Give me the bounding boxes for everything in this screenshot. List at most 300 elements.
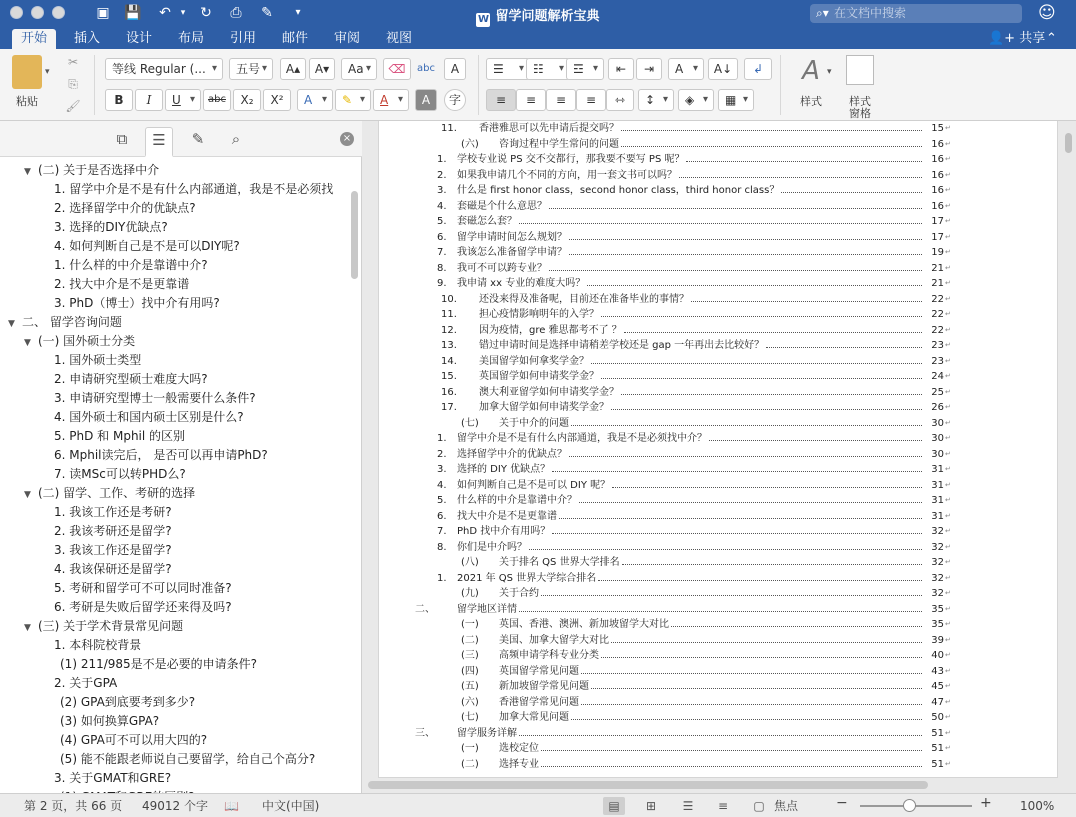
status-bar xyxy=(0,793,1076,817)
borders-icon[interactable]: ▦ ▾ xyxy=(718,89,754,111)
nav-item[interactable] xyxy=(0,769,350,788)
paragraph-mark-icon: ↵ xyxy=(945,449,951,458)
comments-pane-icon[interactable]: ✎ xyxy=(191,130,205,148)
nav-item[interactable] xyxy=(0,351,350,370)
nav-item-label: 2. 我该考研还是留学? xyxy=(54,524,172,538)
redo-icon[interactable]: ↻ xyxy=(200,5,212,21)
toc-page-number: 30 xyxy=(931,417,944,429)
toc-entry[interactable] xyxy=(379,245,959,261)
toc-leader xyxy=(569,245,922,255)
toc-title: 套磁是个什么意思？ xyxy=(457,200,547,212)
ribbon-home xyxy=(0,49,1076,121)
increase-indent-icon[interactable]: ⇥ xyxy=(636,58,662,80)
toc-page-number: 31 xyxy=(931,479,944,491)
paragraph-mark-icon: ↵ xyxy=(945,186,951,194)
nav-item-label: 1. 国外硕士类型 xyxy=(54,353,142,367)
toc-number: 7. xyxy=(437,247,447,258)
toc-page-number: 16 xyxy=(931,200,944,212)
proofing-icon[interactable]: 📖 xyxy=(224,799,239,813)
paragraph-mark-icon: ↵ xyxy=(945,418,951,427)
nav-item[interactable] xyxy=(0,598,350,617)
toc-number: (六) xyxy=(461,696,479,708)
toc-title: 加拿大常见问题 xyxy=(499,712,569,723)
toc-title: 英国、香港、澳洲、新加坡留学大对比 xyxy=(499,619,669,630)
paste-clipboard-icon[interactable] xyxy=(12,55,42,89)
justify-icon[interactable]: ≡ xyxy=(576,89,606,111)
paragraph-mark-icon: ↵ xyxy=(945,620,951,628)
toc-entry[interactable] xyxy=(379,137,959,153)
toc-leader xyxy=(552,462,922,472)
paragraph-mark-icon: ↵ xyxy=(945,635,951,644)
nav-item[interactable] xyxy=(0,522,350,541)
toc-entry[interactable] xyxy=(379,385,959,401)
toc-page-number: 21 xyxy=(931,278,944,289)
toc-number: (一) xyxy=(461,743,479,754)
page-count[interactable]: 第 2 页，共 66 页 xyxy=(24,799,123,813)
nav-item[interactable] xyxy=(0,256,350,275)
font-name-select[interactable]: 等线 Regular (... ▾ xyxy=(105,58,223,80)
paragraph-mark-icon: ↵ xyxy=(945,682,951,690)
tab-view[interactable]: 视图 xyxy=(385,31,412,46)
toc-entry[interactable] xyxy=(379,416,959,432)
toc-entry[interactable] xyxy=(379,168,959,184)
toc-title: 关于合约 xyxy=(499,588,539,599)
toc-page-number: 39 xyxy=(931,634,944,646)
paragraph-mark-icon: ↵ xyxy=(945,124,951,132)
thumbnails-icon[interactable]: ⧉ xyxy=(116,130,128,148)
nav-item[interactable] xyxy=(0,370,350,389)
grow-font-button[interactable]: A▴ xyxy=(280,58,306,80)
paragraph-mark-icon: ↵ xyxy=(945,713,951,721)
toc-page-number: 30 xyxy=(931,448,944,460)
bullets-icon[interactable]: ☰ ▾ xyxy=(486,58,530,80)
toc-leader xyxy=(587,276,922,286)
nav-item[interactable] xyxy=(0,541,350,560)
character-shading-icon[interactable]: A xyxy=(415,89,437,111)
toc-title: 选择专业 xyxy=(499,758,539,770)
toc-title: 加拿大留学如何申请奖学金？ xyxy=(479,402,609,413)
paragraph-mark-icon: ↵ xyxy=(945,155,951,163)
nav-item[interactable] xyxy=(0,560,350,579)
toc-leader xyxy=(579,493,922,503)
nav-item[interactable] xyxy=(0,446,350,465)
nav-item[interactable] xyxy=(0,161,350,180)
toc-number: 2. xyxy=(437,448,447,460)
change-case-button[interactable]: Aa ▾ xyxy=(341,58,377,80)
toc-leader xyxy=(679,168,922,178)
paragraph-mark-icon: ↵ xyxy=(945,341,951,349)
toc-number: 17. xyxy=(441,402,457,413)
nav-item[interactable] xyxy=(0,408,350,427)
character-border-icon[interactable]: A xyxy=(444,58,466,80)
enclose-characters-icon[interactable]: 字 xyxy=(444,89,466,111)
nav-item[interactable] xyxy=(0,731,350,750)
tab-references[interactable]: 引用 xyxy=(229,31,256,46)
toc-title: 什么样的中介是靠谱中介？ xyxy=(457,495,577,506)
toc-entry[interactable] xyxy=(379,354,959,370)
toc-page-number: 32 xyxy=(931,541,944,553)
show-marks-icon[interactable]: ↲ xyxy=(744,58,772,80)
toc-entry[interactable] xyxy=(379,214,959,230)
paragraph-mark-icon: ↵ xyxy=(945,480,951,489)
toc-entry[interactable] xyxy=(379,664,959,680)
document-vertical-scrollbar[interactable] xyxy=(1065,133,1072,153)
line-spacing-icon[interactable]: ↕ ▾ xyxy=(638,89,674,111)
nav-item[interactable] xyxy=(0,294,350,313)
nav-item-label: 4. 如何判断自己是不是可以DIY呢? xyxy=(54,239,240,253)
toc-entry[interactable] xyxy=(379,152,959,168)
nav-item-label: 5. PhD 和 Mphil 的区别 xyxy=(54,429,186,443)
toc-title: 关于中介的问题 xyxy=(499,417,569,429)
disclosure-triangle-icon[interactable]: ▼ xyxy=(24,167,31,177)
draft-view-icon[interactable]: ≡ xyxy=(717,799,729,813)
toc-leader xyxy=(611,400,922,410)
styles-dropdown-icon[interactable]: ▾ xyxy=(827,67,832,77)
toc-number: 1. xyxy=(437,433,447,444)
toc-entry[interactable] xyxy=(379,571,959,587)
tab-mailings[interactable]: 邮件 xyxy=(281,31,308,46)
toc-number: (六) xyxy=(461,138,479,150)
toc-entry[interactable] xyxy=(379,524,959,540)
toc-number: 1. xyxy=(437,572,447,584)
toc-leader xyxy=(581,664,922,674)
toc-page-number: 32 xyxy=(931,526,944,537)
toc-entry[interactable] xyxy=(379,292,959,308)
tab-design[interactable]: 设计 xyxy=(125,31,152,46)
toc-leader xyxy=(624,323,922,333)
nav-item[interactable] xyxy=(0,693,350,712)
toc-title: 澳大利亚留学如何申请奖学金？ xyxy=(479,386,619,398)
document-title: W 留学问题解析宝典 xyxy=(477,9,600,25)
toc-number: 11. xyxy=(441,309,457,320)
nav-item-label: 3. PhD（博士）找中介有用吗? xyxy=(54,296,220,310)
nav-item[interactable] xyxy=(0,427,350,446)
zoom-slider-handle[interactable] xyxy=(903,799,916,812)
toc-entry[interactable] xyxy=(379,726,959,742)
nav-item-label: 1. 留学中介是不是有什么内部通道，我是不是必须找 xyxy=(54,182,334,196)
styles-gallery-icon[interactable]: A xyxy=(802,56,820,86)
paragraph-mark-icon: ↵ xyxy=(945,511,951,520)
paragraph-mark-icon: ↵ xyxy=(945,310,951,318)
nav-item[interactable] xyxy=(0,503,350,522)
toc-entry[interactable] xyxy=(379,307,959,323)
toc-entry[interactable] xyxy=(379,121,959,137)
bold-button[interactable]: B xyxy=(105,89,133,111)
paragraph-mark-icon: ↵ xyxy=(945,573,951,582)
toc-entry[interactable] xyxy=(379,323,959,339)
toc-number: 二、 xyxy=(415,603,435,615)
toc-leader xyxy=(621,137,922,147)
toc-entry[interactable] xyxy=(379,400,959,416)
toc-title: PhD 找中介有用吗？ xyxy=(457,526,551,537)
paragraph-mark-icon: ↵ xyxy=(945,728,951,737)
tab-insert[interactable]: 插入 xyxy=(73,31,100,46)
highlight-color-icon[interactable]: ✎ ▾ xyxy=(335,89,371,111)
add-person-icon: 👤+ xyxy=(988,31,1016,46)
navigation-pane xyxy=(0,121,362,793)
align-left-icon[interactable]: ≡ xyxy=(486,89,516,111)
toc-entry[interactable] xyxy=(379,602,959,618)
paragraph-mark-icon: ↵ xyxy=(945,217,951,225)
disclosure-triangle-icon[interactable]: ▼ xyxy=(24,490,31,500)
toc-number: 8. xyxy=(437,262,447,274)
paste-dropdown-icon[interactable]: ▾ xyxy=(45,67,50,77)
toc-page-number: 19 xyxy=(931,247,944,258)
numbering-icon[interactable]: ☷ ▾ xyxy=(526,58,570,80)
toc-page-number: 32 xyxy=(931,557,944,568)
paragraph-mark-icon: ↵ xyxy=(945,248,951,256)
toc-entry[interactable] xyxy=(379,369,959,385)
toc-page-number: 32 xyxy=(931,572,944,584)
toc-title: 套磁怎么套？ xyxy=(457,216,517,227)
search-document-input[interactable]: ⌕▾ 在文档中搜索 xyxy=(810,4,1022,23)
toc-page-number: 23 xyxy=(931,355,944,367)
zoom-level[interactable]: 100% xyxy=(1020,799,1055,813)
superscript-button[interactable]: X² xyxy=(263,89,291,111)
toc-leader xyxy=(612,478,922,488)
toc-entry[interactable] xyxy=(379,617,959,633)
toc-entry[interactable] xyxy=(379,276,959,292)
subscript-button[interactable]: X₂ xyxy=(233,89,261,111)
toc-number: (二) xyxy=(461,758,479,770)
nav-item-label: 2. 关于GPA xyxy=(54,676,118,690)
paragraph-mark-icon: ↵ xyxy=(945,666,951,675)
ribbon-separator xyxy=(478,55,479,115)
nav-item-label: (1) 211/985是不是必要的申请条件? xyxy=(60,657,258,671)
paragraph-mark-icon: ↵ xyxy=(945,527,951,535)
paragraph-mark-icon: ↵ xyxy=(945,604,951,613)
sidebar-toggle-icon[interactable]: ▣ xyxy=(96,5,110,21)
toc-number: 15. xyxy=(441,371,457,382)
nav-item[interactable] xyxy=(0,712,350,731)
toc-number: 10. xyxy=(441,293,457,305)
shrink-font-button[interactable]: A▾ xyxy=(309,58,335,80)
share-button[interactable]: 👤+ 共享 xyxy=(988,31,1046,46)
clear-formatting-icon[interactable]: ⌫ xyxy=(383,58,411,80)
nav-item[interactable] xyxy=(0,674,350,693)
nav-item[interactable] xyxy=(0,484,350,503)
toc-number: 2. xyxy=(437,169,447,181)
toc-leader xyxy=(559,509,922,519)
nav-item[interactable] xyxy=(0,237,350,256)
toc-entry[interactable] xyxy=(379,338,959,354)
toc-title: 找大中介是不是更靠谱 xyxy=(457,510,557,522)
focus-mode-icon[interactable]: ▢ xyxy=(753,799,765,813)
toc-number: 9. xyxy=(437,278,447,289)
undo-icon[interactable]: ↶ xyxy=(159,5,171,21)
toc-entry[interactable] xyxy=(379,695,959,711)
toc-number: (四) xyxy=(461,665,479,677)
toc-title: 因为疫情，gre 雅思都考不了 ？ xyxy=(479,324,622,336)
zoom-slider[interactable] xyxy=(860,805,972,807)
toc-entry[interactable] xyxy=(379,757,959,773)
zoom-in-button[interactable]: + xyxy=(980,795,992,811)
toc-page-number: 17 xyxy=(931,216,944,227)
find-icon[interactable]: ⌕ xyxy=(231,130,241,148)
nav-item[interactable] xyxy=(0,275,350,294)
toc-leader xyxy=(541,757,922,767)
toc-page-number: 51 xyxy=(931,758,944,770)
save-icon[interactable]: 💾 xyxy=(124,5,142,21)
toc-page-number: 31 xyxy=(931,510,944,522)
toc-entry[interactable] xyxy=(379,261,959,277)
italic-button[interactable]: I xyxy=(135,89,163,111)
toc-title: 新加坡留学常见问题 xyxy=(499,681,589,692)
language-indicator[interactable]: 中文(中国) xyxy=(262,799,320,813)
paragraph-mark-icon: ↵ xyxy=(945,403,951,411)
toc-entry[interactable] xyxy=(379,648,959,664)
distributed-icon[interactable]: ⇿ xyxy=(606,89,634,111)
toc-entry[interactable] xyxy=(379,462,959,478)
paragraph-mark-icon: ↵ xyxy=(945,759,951,768)
paragraph-mark-icon: ↵ xyxy=(945,542,951,551)
toc-number: 4. xyxy=(437,200,447,212)
nav-item[interactable] xyxy=(0,636,350,655)
toc-number: (八) xyxy=(461,557,479,568)
align-center-icon[interactable]: ≡ xyxy=(516,89,546,111)
toc-entry[interactable] xyxy=(379,509,959,525)
toc-entry[interactable] xyxy=(379,431,959,447)
toc-title: 我可不可以跨专业？ xyxy=(457,262,547,274)
nav-item[interactable] xyxy=(0,313,350,332)
print-icon[interactable]: ⎙ xyxy=(230,5,242,21)
document-horizontal-scrollbar[interactable] xyxy=(368,781,928,789)
paragraph-mark-icon: ↵ xyxy=(945,294,951,303)
toc-entry[interactable] xyxy=(379,478,959,494)
toc-leader xyxy=(621,385,922,395)
toc-page-number: 50 xyxy=(931,712,944,723)
print-layout-view-icon[interactable]: ▤ xyxy=(603,797,625,815)
collapse-ribbon-icon[interactable]: ⌃ xyxy=(1046,31,1057,46)
toc-entry[interactable] xyxy=(379,679,959,695)
toc-number: (七) xyxy=(461,417,479,429)
focus-label[interactable]: 焦点 xyxy=(774,799,799,813)
undo-dropdown-icon[interactable]: ▾ xyxy=(180,8,186,18)
sort-icon[interactable]: A↓ xyxy=(708,58,738,80)
feedback-smiley-icon[interactable]: ☺ xyxy=(1038,3,1056,23)
paragraph-mark-icon: ↵ xyxy=(945,279,951,287)
toc-leader xyxy=(766,338,922,348)
cut-icon[interactable]: ✂ xyxy=(67,55,79,69)
multilevel-list-icon[interactable]: ☲ ▾ xyxy=(566,58,604,80)
nav-item[interactable] xyxy=(0,617,350,636)
nav-item[interactable] xyxy=(0,750,350,769)
toc-leader xyxy=(541,586,922,596)
toc-number: 14. xyxy=(441,355,457,367)
nav-item[interactable] xyxy=(0,655,350,674)
shading-icon[interactable]: ◈ ▾ xyxy=(678,89,714,111)
toc-page-number: 51 xyxy=(931,727,944,739)
toc-number: 三、 xyxy=(415,727,435,739)
font-color-icon[interactable]: A ▾ xyxy=(373,89,409,111)
tab-home[interactable]: 开始 xyxy=(12,29,56,49)
text-effects-icon[interactable]: A ▾ xyxy=(297,89,333,111)
navigation-scrollbar[interactable] xyxy=(351,191,358,279)
toc-entry[interactable] xyxy=(379,555,959,571)
paragraph-mark-icon: ↵ xyxy=(945,263,951,272)
tab-layout[interactable]: 布局 xyxy=(177,31,204,46)
toc-number: 7. xyxy=(437,526,447,537)
word-count[interactable]: 49012 个字 xyxy=(142,799,208,813)
edit-icon[interactable]: ✎ xyxy=(261,5,273,21)
toc-page-number: 31 xyxy=(931,495,944,506)
copy-icon[interactable]: ⎘ xyxy=(68,77,78,91)
nav-item[interactable] xyxy=(0,332,350,351)
toc-entry[interactable] xyxy=(379,230,959,246)
toc-entry[interactable] xyxy=(379,586,959,602)
nav-item[interactable] xyxy=(0,465,350,484)
nav-item[interactable] xyxy=(0,579,350,598)
format-painter-icon[interactable]: 🖌 xyxy=(65,99,81,113)
outline-view-icon[interactable]: ☰ xyxy=(682,799,694,813)
toc-entry[interactable] xyxy=(379,493,959,509)
align-right-icon[interactable]: ≡ xyxy=(546,89,576,111)
nav-item[interactable] xyxy=(0,180,350,199)
disclosure-triangle-icon[interactable]: ▼ xyxy=(8,319,15,329)
toc-entry[interactable] xyxy=(379,199,959,215)
toc-leader xyxy=(601,648,922,658)
nav-item-label: 4. 国外硕士和国内硕士区别是什么? xyxy=(54,410,244,424)
font-size-select[interactable]: 五号 ▾ xyxy=(229,58,273,80)
toc-leader xyxy=(541,741,922,751)
nav-item-label: (二) 关于是否选择中介 xyxy=(38,163,160,177)
styles-pane-icon[interactable] xyxy=(846,55,874,85)
toc-entry[interactable] xyxy=(379,447,959,463)
toc-title: 高频申请学科专业分类 xyxy=(499,650,599,661)
toc-title: 如何判断自己是不是可以 DIY 呢？ xyxy=(457,479,611,491)
zoom-out-button[interactable]: − xyxy=(836,795,848,811)
disclosure-triangle-icon[interactable]: ▼ xyxy=(24,338,31,348)
styles-pane-label: 样式 xyxy=(849,95,871,108)
toc-leader xyxy=(691,292,922,302)
toc-title: 错过申请时间是选择申请稍差学校还是 gap 一年再出去比较好？ xyxy=(479,340,765,351)
close-pane-icon[interactable]: × xyxy=(340,132,354,146)
nav-item[interactable] xyxy=(0,218,350,237)
tab-review[interactable]: 审阅 xyxy=(333,31,360,46)
nav-item-label: 3. 选择的DIY优缺点? xyxy=(54,220,168,234)
toc-entry[interactable] xyxy=(379,540,959,556)
toc-entry[interactable] xyxy=(379,710,959,726)
document-page xyxy=(378,121,1058,778)
web-layout-view-icon[interactable]: ⊞ xyxy=(645,799,657,813)
toc-number: 12. xyxy=(441,324,457,336)
document-map-icon[interactable]: ☰ xyxy=(145,127,173,157)
phonetic-guide-icon[interactable]: abc xyxy=(417,63,435,74)
toc-entry[interactable] xyxy=(379,741,959,757)
toc-page-number: 16 xyxy=(931,169,944,181)
customize-toolbar-icon[interactable]: ▾ xyxy=(295,7,301,18)
styles-label: 样式 xyxy=(800,95,822,108)
decrease-indent-icon[interactable]: ⇤ xyxy=(608,58,634,80)
nav-item-label: (三) 关于学术背景常见问题 xyxy=(38,619,184,633)
toc-entry[interactable] xyxy=(379,183,959,199)
ribbon-separator xyxy=(94,55,95,115)
toc-page-number: 16 xyxy=(931,138,944,150)
disclosure-triangle-icon[interactable]: ▼ xyxy=(24,623,31,633)
strikethrough-button[interactable]: abc xyxy=(203,89,231,111)
toc-number: 3. xyxy=(437,464,447,475)
nav-item[interactable] xyxy=(0,389,350,408)
nav-item-label: 1. 什么样的中介是靠谱中介? xyxy=(54,258,208,272)
ribbon-separator xyxy=(780,55,781,115)
navigation-toolbar xyxy=(0,121,362,157)
nav-item[interactable] xyxy=(0,199,350,218)
toc-entry[interactable] xyxy=(379,633,959,649)
underline-button[interactable]: U ▾ xyxy=(165,89,201,111)
asian-layout-icon[interactable]: A ▾ xyxy=(668,58,704,80)
toc-title: 什么是 first honor class，second honor class，third honor class？ xyxy=(457,185,780,196)
toc-title: 留学申请时间怎么规划？ xyxy=(457,231,567,243)
